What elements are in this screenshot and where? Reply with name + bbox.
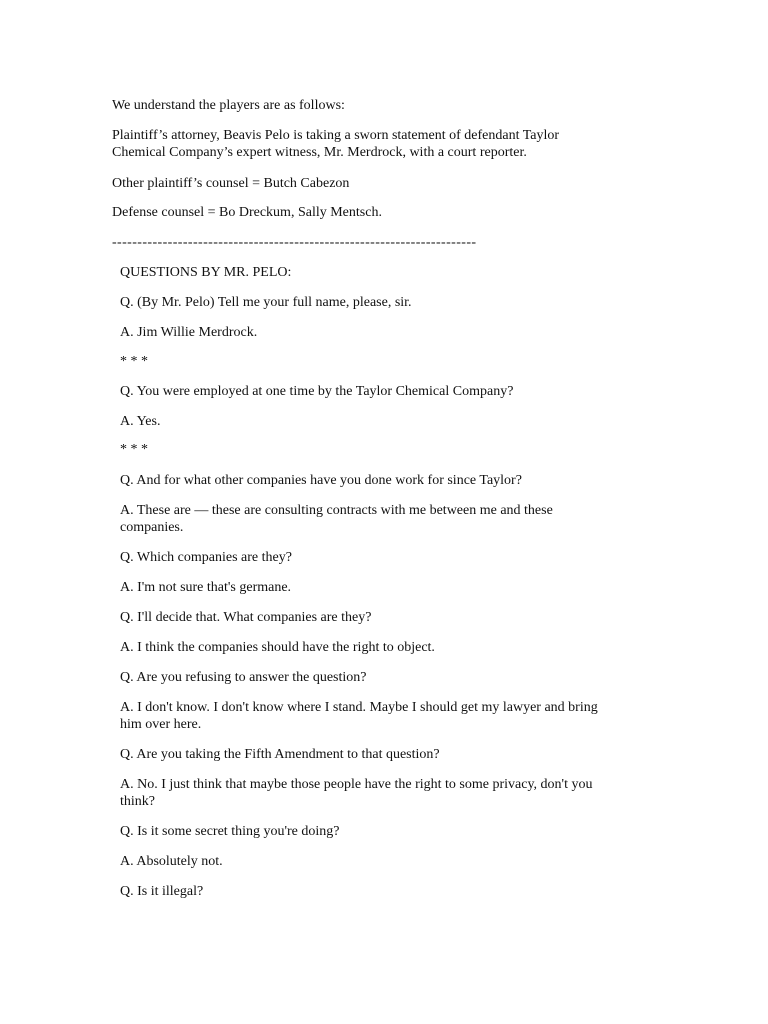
transcript-line: A. I think the companies should have the right to object. <box>120 640 435 655</box>
transcript-line: Q. Are you taking the Fifth Amendment to that question? <box>120 747 440 762</box>
transcript-line: Q. And for what other companies have you done work for since Taylor? <box>120 473 522 488</box>
transcript-line: Q. Is it illegal? <box>120 884 204 899</box>
transcript-line: A. No. I just think that maybe those people have the right to some privacy, don't you think? <box>120 777 593 809</box>
transcript-line: Q. You were employed at one time by the Taylor Chemical Company? <box>120 384 514 399</box>
transcript-line: A. I don't know. I don't know where I stand. Maybe I should get my lawyer and bring him over here. <box>120 700 598 732</box>
transcript-line: Q. (By Mr. Pelo) Tell me your full name, please, sir. <box>120 295 412 310</box>
section-break: * * * <box>120 442 148 457</box>
transcript-line: A. Yes. <box>120 414 161 429</box>
transcript-line: Q. Are you refusing to answer the question? <box>120 670 367 685</box>
transcript-line: A. These are — these are consulting contracts with me between me and these companies. <box>120 503 553 535</box>
separator-line: ------------------------------------------------------------------------ <box>112 235 477 250</box>
transcript-line: Q. Is it some secret thing you're doing? <box>120 824 340 839</box>
section-break: * * * <box>120 354 148 369</box>
transcript-line: A. Jim Willie Merdrock. <box>120 325 258 340</box>
other-counsel-paragraph: Other plaintiff’s counsel = Butch Cabezon <box>112 176 350 191</box>
transcript-heading: QUESTIONS BY MR. PELO: <box>120 265 292 280</box>
plaintiff-attorney-paragraph: Plaintiff’s attorney, Beavis Pelo is taking a sworn statement of defendant Taylor Chemical Company’s expert witness, Mr. Merdrock, with a court reporter. <box>112 128 560 160</box>
defense-counsel-paragraph: Defense counsel = Bo Dreckum, Sally Mentsch. <box>112 205 382 220</box>
players-heading: We understand the players are as follows: <box>112 98 345 113</box>
transcript-line: Q. Which companies are they? <box>120 550 292 565</box>
transcript-line: A. Absolutely not. <box>120 854 223 869</box>
transcript-line: A. I'm not sure that's germane. <box>120 580 292 595</box>
transcript-line: Q. I'll decide that. What companies are they? <box>120 610 372 625</box>
